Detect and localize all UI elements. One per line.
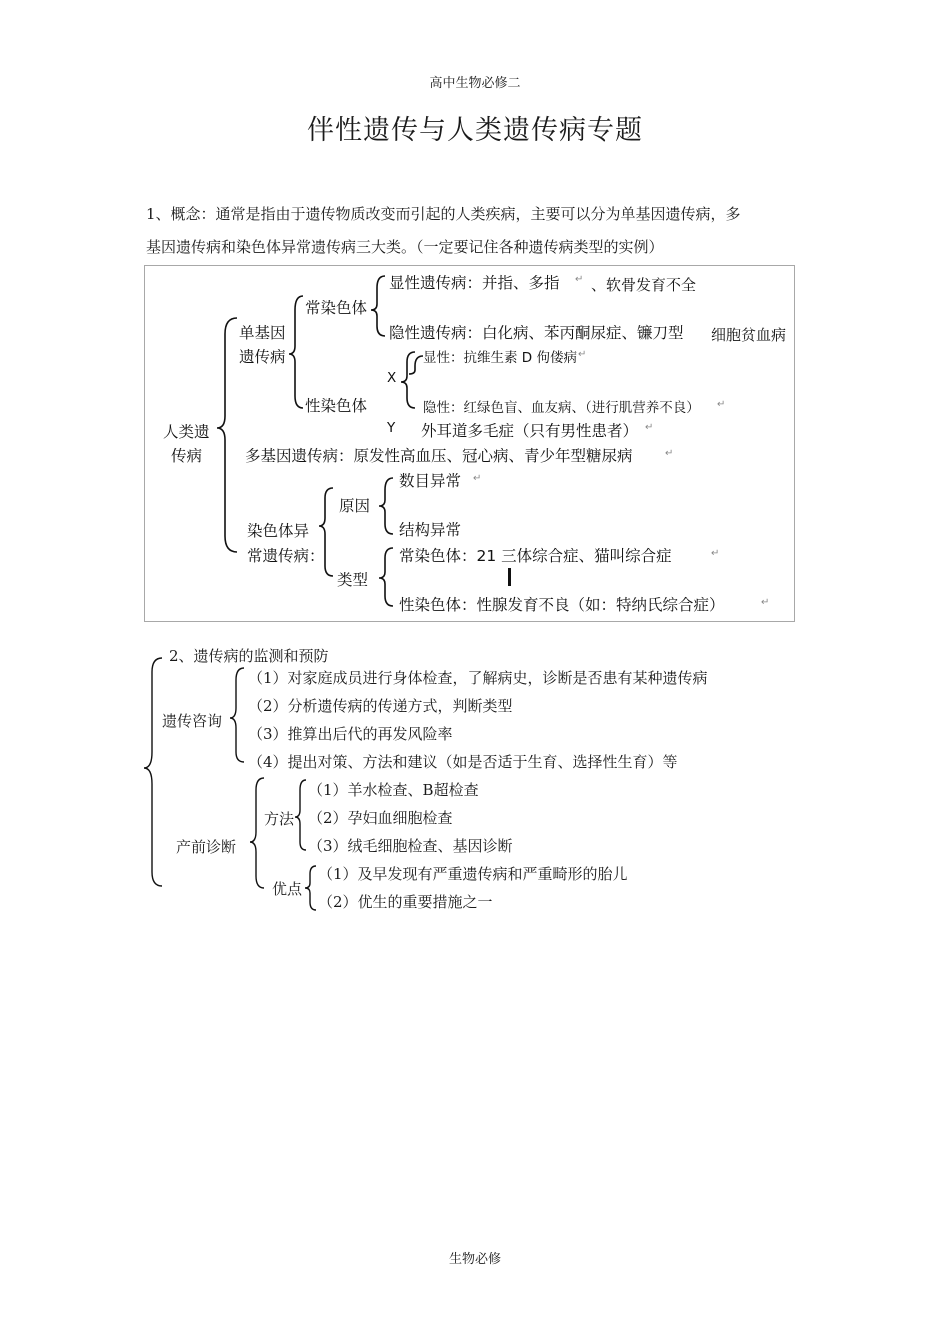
methods-label: 方法 (264, 810, 295, 828)
autosome-label: 常染色体 (305, 299, 368, 317)
number-abnormality: 数目异常 (399, 472, 462, 490)
para-mark-7: ↵ (711, 548, 720, 559)
chromosome-abnormal-label-1: 染色体异 (247, 522, 310, 540)
multigene-disease: 多基因遗传病：原发性高血压、冠心病、青少年型糖尿病 (245, 447, 633, 465)
y-chromosome-label: Y (387, 420, 396, 436)
para-mark-3: ↵ (717, 399, 726, 410)
method-item-3: （3）绒毛细胞检查、基因诊断 (308, 837, 513, 855)
para-mark-4: ↵ (645, 422, 654, 433)
concept-line-2: 基因遗传病和染色体异常遗传病三大类。（一定要记住各种遗传病类型的实例） (146, 238, 664, 256)
advantage-item-1: （1）及早发现有严重遗传病和严重畸形的胎儿 (318, 865, 628, 883)
advantage-item-2: （2）优生的重要措施之一 (318, 893, 493, 911)
chromosome-abnormal-label-2: 常遗传病： (247, 547, 325, 565)
method-item-2: （2）孕妇血细胞检查 (308, 809, 453, 827)
autosomal-recessive-extra: 细胞贫血病 (711, 326, 787, 344)
disease-classification-diagram (144, 265, 795, 622)
page-title: 伴性遗传与人类遗传病专题 (307, 115, 643, 146)
x-dominant: 显性：抗维生素 D 佝偻病 (423, 350, 577, 366)
counseling-item-3: （3）推算出后代的再发风险率 (248, 725, 453, 743)
para-mark-1: ↵ (575, 274, 584, 285)
x-recessive: 隐性：红绿色盲、血友病、（进行肌营养不良） (423, 400, 700, 416)
autosomal-type: 常染色体：21 三体综合症、猫叫综合症 (399, 547, 672, 565)
counseling-item-4: （4）提出对策、方法和建议（如是否适于生育、选择性生育）等 (248, 753, 678, 771)
autosomal-dominant-extra: 、软骨发育不全 (591, 276, 697, 294)
autosomal-dominant: 显性遗传病：并指、多指 (389, 274, 560, 292)
concept-line-1: 1、概念：通常是指由于遗传物质改变而引起的人类疾病，主要可以分为单基因遗传病，多 (146, 205, 741, 223)
counseling-item-1: （1）对家庭成员进行身体检查，了解病史，诊断是否患有某种遗传病 (248, 669, 708, 687)
advantages-label: 优点 (272, 880, 303, 898)
para-mark-2: ↵ (578, 349, 587, 360)
single-gene-label-1: 单基因 (239, 324, 286, 342)
autosomal-recessive: 隐性遗传病：白化病、苯丙酮尿症、镰刀型 (389, 324, 684, 342)
y-linked: 外耳道多毛症（只有男性患者） (421, 422, 639, 440)
cause-label: 原因 (339, 497, 371, 515)
para-mark-8: ↵ (761, 597, 770, 608)
method-item-1: （1）羊水检查、B超检查 (308, 781, 479, 799)
root-label-2: 传病 (171, 447, 203, 465)
para-mark-5: ↵ (665, 448, 674, 459)
sex-chromosome-label: 性染色体 (305, 397, 368, 415)
type-label: 类型 (337, 571, 369, 589)
x-chromosome-label: X (387, 370, 397, 386)
para-mark-6: ↵ (473, 473, 482, 484)
page-header: 高中生物必修二 (429, 76, 521, 91)
counseling-item-2: （2）分析遗传病的传递方式，判断类型 (248, 697, 513, 715)
genetic-counseling-label: 遗传咨询 (162, 712, 223, 730)
prenatal-diagnosis-label: 产前诊断 (176, 838, 237, 856)
single-gene-label-2: 遗传病 (239, 348, 286, 366)
page-footer: 生物必修 (448, 1252, 501, 1267)
section2-heading: 2、遗传病的监测和预防 (169, 647, 329, 665)
sex-chromosome-type: 性染色体：性腺发育不良（如：特纳氏综合症） (399, 596, 725, 614)
root-label-1: 人类遗 (163, 423, 210, 441)
structure-abnormality: 结构异常 (399, 521, 462, 539)
